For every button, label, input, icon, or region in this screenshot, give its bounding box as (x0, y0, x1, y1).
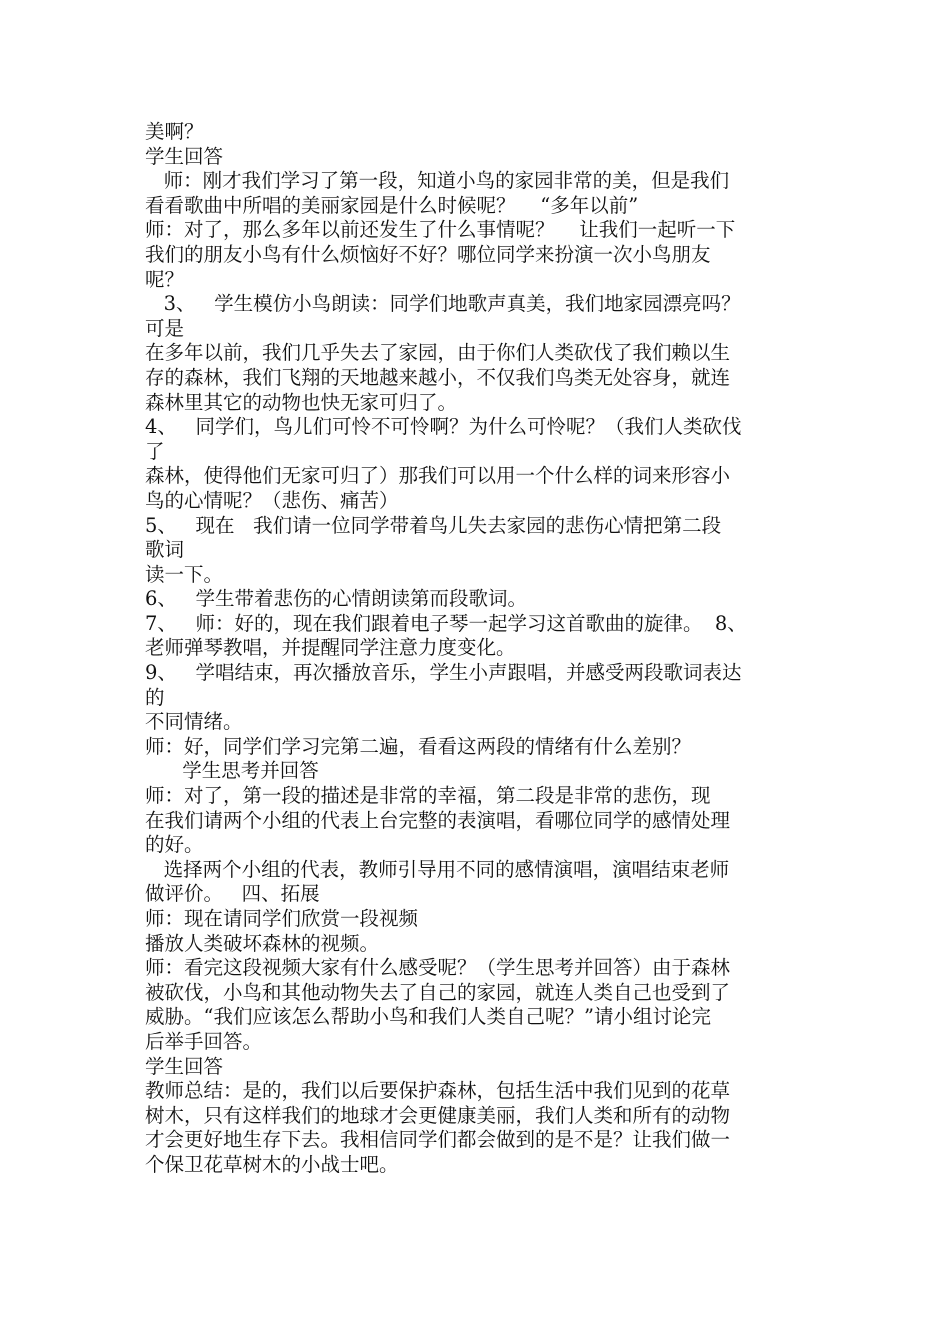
text-line: 后举手回答。 (145, 1029, 263, 1053)
text-line: 老师弹琴教唱，并提醒同学注意力度变化。 (145, 636, 516, 660)
text-line: 师：看完这段视频大家有什么感受呢？（学生思考并回答）由于森林 (145, 956, 731, 980)
text-line: 森林里其它的动物也快无家可归了。 (145, 390, 458, 414)
text-line: 师：对了，那么多年以前还发生了什么事情呢？ 让我们一起听一下 (145, 218, 736, 242)
text-line: 5、 现在 我们请一位同学带着鸟儿失去家园的悲伤心情把第二段 (145, 513, 722, 537)
text-line: 了 (145, 439, 165, 463)
text-line: 学生回答 (145, 144, 224, 168)
text-line: 4、 同学们，鸟儿们可怜不可怜啊？为什么可怜呢？（我们人类砍伐 (145, 415, 742, 439)
text-line: 6、 学生带着悲伤的心情朗读第而段歌词。 (145, 587, 528, 611)
text-line: 师：现在请同学们欣赏一段视频 (145, 907, 419, 930)
text-line: 可是 (145, 316, 185, 340)
text-line: 才会更好地生存下去。我相信同学们都会做到的是不是？让我们做一 (145, 1128, 731, 1152)
text-line: 的 (145, 685, 165, 709)
text-line: 歌词 (145, 538, 185, 562)
text-line: 威胁。“我们应该怎么帮助小鸟和我们人类自己呢？”请小组讨论完 (145, 1005, 711, 1029)
text-line: 学生回答 (145, 1054, 224, 1078)
text-line: 不同情绪。 (145, 710, 243, 734)
text-line: 的好。 (145, 833, 204, 857)
text-line: 森林，使得他们无家可归了）那我们可以用一个什么样的词来形容小 (145, 464, 731, 488)
text-line: 7、 师：好的，现在我们跟着电子琴一起学习这首歌曲的旋律。 8、 (145, 611, 747, 635)
text-line: 师：好，同学们学习完第二遍，看看这两段的情绪有什么差别？ (145, 734, 692, 758)
text-line: 师：对了，第一段的描述是非常的幸福，第二段是非常的悲伤，现 (145, 784, 711, 808)
text-line: 播放人类破坏森林的视频。 (145, 931, 380, 955)
text-line: 我们的朋友小鸟有什么烦恼好不好？哪位同学来扮演一次小鸟朋友 (145, 242, 711, 266)
text-line: 被砍伐，小鸟和其他动物失去了自己的家园，就连人类自己也受到了 (145, 980, 731, 1004)
text-line: 在我们请两个小组的代表上台完整的表演唱，看哪位同学的感情处理 (145, 808, 731, 832)
text-line: 教师总结：是的，我们以后要保护森林，包括生活中我们见到的花草 (145, 1079, 731, 1103)
text-line: 读一下。 (145, 562, 224, 586)
text-line: 个保卫花草树木的小战士吧。 (145, 1152, 399, 1176)
document-page (145, 120, 815, 1178)
text-line: 3、 学生模仿小鸟朗读：同学们地歌声真美，我们地家园漂亮吗？ (145, 292, 741, 316)
text-line: 做评价。 四、拓展 (145, 882, 320, 906)
text-line: 呢？ (145, 267, 185, 291)
text-line: 9、 学唱结束，再次播放音乐，学生小声跟唱，并感受两段歌词表达 (145, 661, 742, 685)
text-line: 美啊？ (145, 120, 204, 143)
text-line: 选择两个小组的代表，教师引导用不同的感情演唱，演唱结束老师 (145, 857, 730, 881)
text-line: 存的森林，我们飞翔的天地越来越小，不仅我们鸟类无处容身，就连 (145, 365, 731, 389)
text-line: 在多年以前，我们几乎失去了家园，由于你们人类砍伐了我们赖以生 (145, 341, 731, 365)
text-line: 学生思考并回答 (145, 759, 319, 783)
text-line: 师：刚才我们学习了第一段，知道小鸟的家园非常的美，但是我们 (145, 169, 730, 193)
text-line: 树木，只有这样我们的地球才会更健康美丽，我们人类和所有的动物 (145, 1103, 731, 1127)
text-line: 鸟的心情呢？（悲伤、痛苦） (145, 488, 399, 512)
text-line: 看看歌曲中所唱的美丽家园是什么时候呢？ “多年以前” (145, 193, 639, 217)
